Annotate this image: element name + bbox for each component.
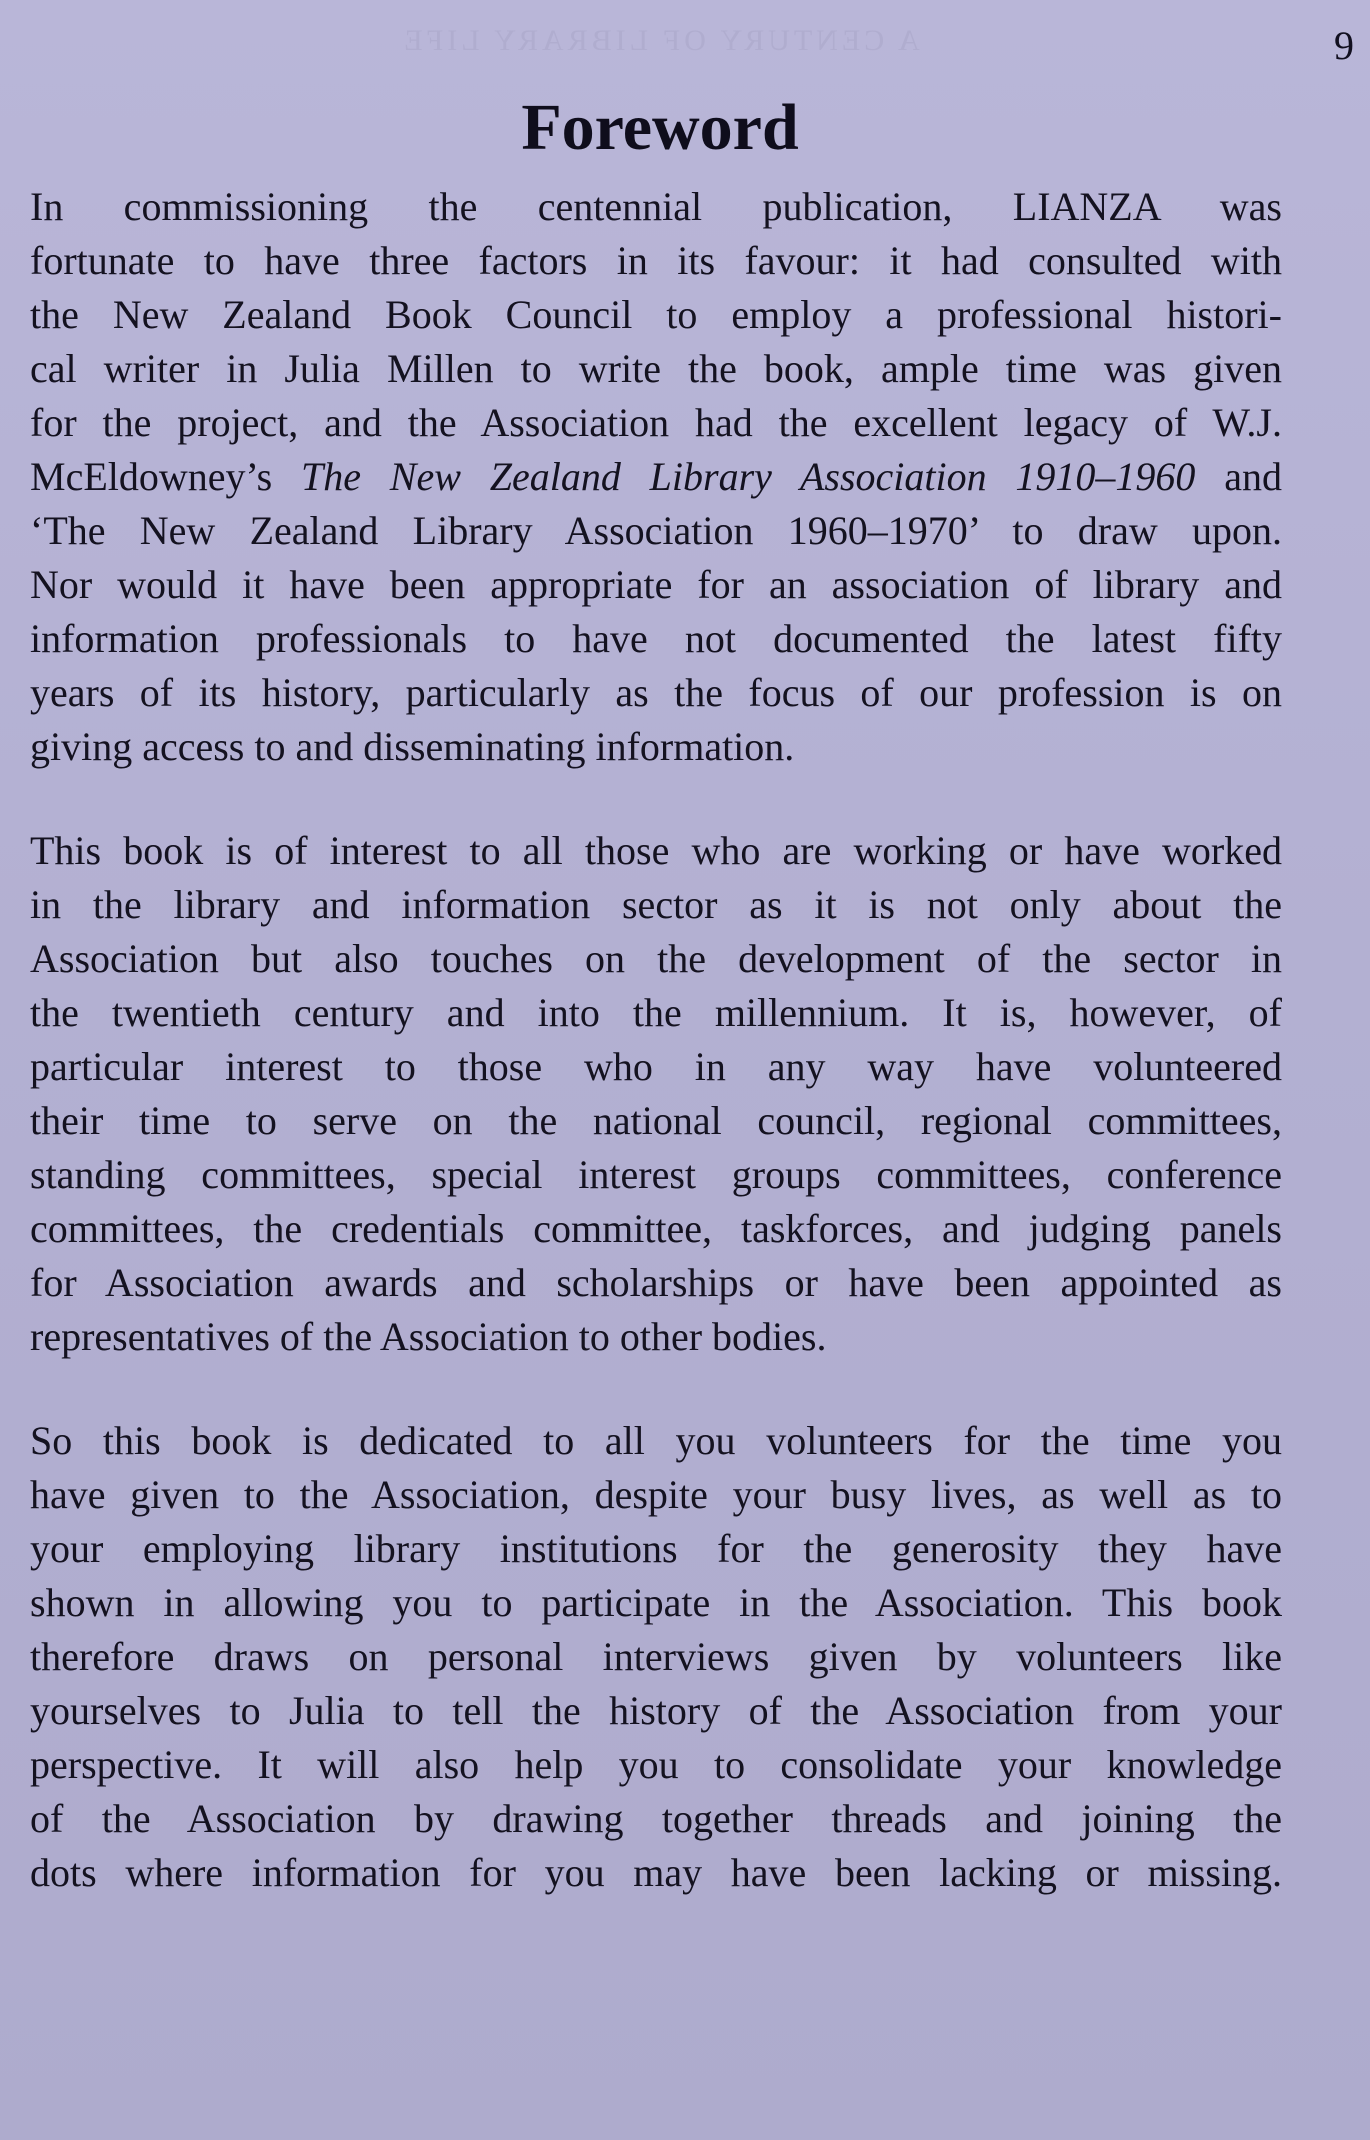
text-line: yourselves to Julia to tell the history of the Association from your [30, 1688, 1282, 1733]
foreword-body [30, 180, 1282, 1950]
paragraph-1 [30, 180, 1282, 774]
text-line: Association but also touches on the development of the sector in [30, 936, 1282, 981]
text-line: of the Association by drawing together threads and joining the [30, 1796, 1282, 1841]
text-line: shown in allowing you to participate in the Association. This book [30, 1580, 1282, 1625]
text-line: cal writer in Julia Millen to write the book, ample time was given [30, 346, 1282, 391]
text-line: This book is of interest to all those who are working or have worked [30, 828, 1282, 873]
text-line: your employing library institutions for the generosity they have [30, 1526, 1282, 1571]
text-line: years of its history, particularly as the focus of our profession is on [30, 670, 1282, 715]
text-line: in the library and information sector as it is not only about the [30, 882, 1282, 927]
text-line: representatives of the Association to other bodies. [30, 1314, 827, 1359]
text-line-with-title [30, 450, 1282, 504]
text-line: the New Zealand Book Council to employ a professional histori- [30, 292, 1282, 337]
text-line: information professionals to have not documented the latest fifty [30, 616, 1282, 661]
text-line: So this book is dedicated to all you volunteers for the time you [30, 1418, 1282, 1463]
text-run: McEldowney’s [30, 454, 301, 499]
text-line: Nor would it have been appropriate for an association of library and [30, 562, 1282, 607]
text-line: perspective. It will also help you to consolidate your knowledge [30, 1742, 1282, 1787]
text-line: In commissioning the centennial publication, LIANZA was [30, 184, 1282, 229]
text-line: particular interest to those who in any way have volunteered [30, 1044, 1282, 1089]
text-line: therefore draws on personal interviews given by volunteers like [30, 1634, 1282, 1679]
text-line: for Association awards and scholarships or have been appointed as [30, 1260, 1282, 1305]
text-line: have given to the Association, despite your busy lives, as well as to [30, 1472, 1282, 1517]
text-line: fortunate to have three factors in its favour: it had consulted with [30, 238, 1282, 283]
page-number: 9 [1334, 23, 1354, 68]
italic-book-title: The New Zealand Library Association 1910–1960 [301, 454, 1196, 499]
text-line: giving access to and disseminating information. [30, 724, 795, 769]
bleed-through-running-header: A CENTURY OF LIBRARY LIFE [400, 24, 920, 57]
paragraph-3 [30, 1414, 1282, 1900]
paragraph-2 [30, 824, 1282, 1364]
text-line: standing committees, special interest groups committees, conference [30, 1152, 1282, 1197]
text-line: committees, the credentials committee, taskforces, and judging panels [30, 1206, 1282, 1251]
text-line: the twentieth century and into the millennium. It is, however, of [30, 990, 1282, 1035]
text-line: their time to serve on the national council, regional committees, [30, 1098, 1282, 1143]
text-line: ‘The New Zealand Library Association 1960–1970’ to draw upon. [30, 508, 1282, 553]
text-line: for the project, and the Association had the excellent legacy of W.J. [30, 400, 1282, 445]
text-run: and [1195, 454, 1282, 499]
text-line: dots where information for you may have been lacking or missing. [30, 1850, 1282, 1895]
page-title: Foreword [521, 91, 799, 164]
